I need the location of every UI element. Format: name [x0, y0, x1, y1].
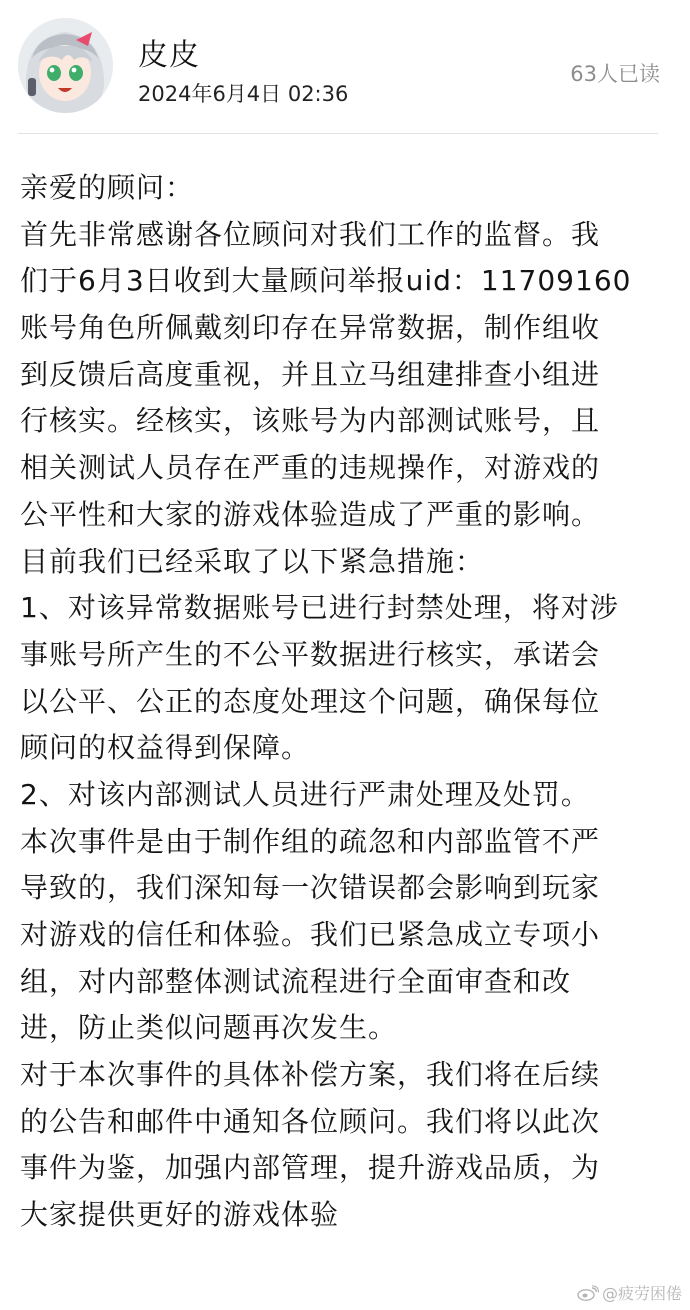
body-line: 事件为鉴，加强内部管理，提升游戏品质，为 — [20, 1151, 601, 1185]
body-line: 2、对该内部测试人员进行严肃处理及处罚。 — [20, 777, 590, 811]
weibo-icon — [577, 1285, 599, 1301]
read-count: 63人已读 — [570, 62, 660, 86]
body-line: 本次事件是由于制作组的疏忽和内部监管不严 — [20, 824, 601, 858]
watermark — [577, 1281, 682, 1304]
body-line: 目前我们已经采取了以下紧急措施： — [20, 544, 485, 578]
body-line: 组，对内部整体测试流程进行全面审查和改 — [20, 964, 572, 998]
body-line: 事账号所产生的不公平数据进行核实，承诺会 — [20, 637, 601, 671]
body-line: 们于6月3日收到大量顾问举报uid：11709160 — [20, 264, 632, 298]
body-line: 相关测试人员存在严重的违规操作，对游戏的 — [20, 451, 601, 485]
body-line: 导致的，我们深知每一次错误都会影响到玩家 — [20, 871, 601, 905]
body-line: 进，防止类似问题再次发生。 — [20, 1011, 398, 1045]
header-divider — [18, 133, 658, 134]
body-line: 的公告和邮件中通知各位顾问。我们将以此次 — [20, 1104, 601, 1138]
body-line: 行核实。经核实，该账号为内部测试账号，且 — [20, 404, 601, 438]
body-line: 顾问的权益得到保障。 — [20, 731, 311, 765]
body-line: 亲爱的顾问： — [20, 171, 195, 204]
body-line: 1、对该异常数据账号已进行封禁处理，将对涉 — [20, 591, 619, 625]
post-body — [20, 165, 670, 1239]
avatar-image — [18, 18, 113, 113]
body-line: 首先非常感谢各位顾问对我们工作的监督。我 — [20, 217, 601, 251]
author-name[interactable]: 皮皮 — [138, 38, 200, 73]
body-line: 大家提供更好的游戏体验 — [20, 1198, 340, 1232]
body-line: 以公平、公正的态度处理这个问题，确保每位 — [20, 684, 601, 718]
post-timestamp: 2024年6月4日 02:36 — [138, 82, 349, 106]
watermark-text: @疲劳困倦 — [601, 1284, 682, 1303]
body-line: 到反馈后高度重视，并且立马组建排查小组进 — [20, 357, 601, 391]
post-header — [0, 0, 690, 135]
body-line: 公平性和大家的游戏体验造成了严重的影响。 — [20, 497, 601, 531]
avatar[interactable] — [18, 18, 113, 113]
body-line: 对于本次事件的具体补偿方案，我们将在后续 — [20, 1058, 601, 1092]
body-line: 账号角色所佩戴刻印存在异常数据，制作组收 — [20, 311, 601, 345]
body-line: 对游戏的信任和体验。我们已紧急成立专项小 — [20, 918, 601, 951]
